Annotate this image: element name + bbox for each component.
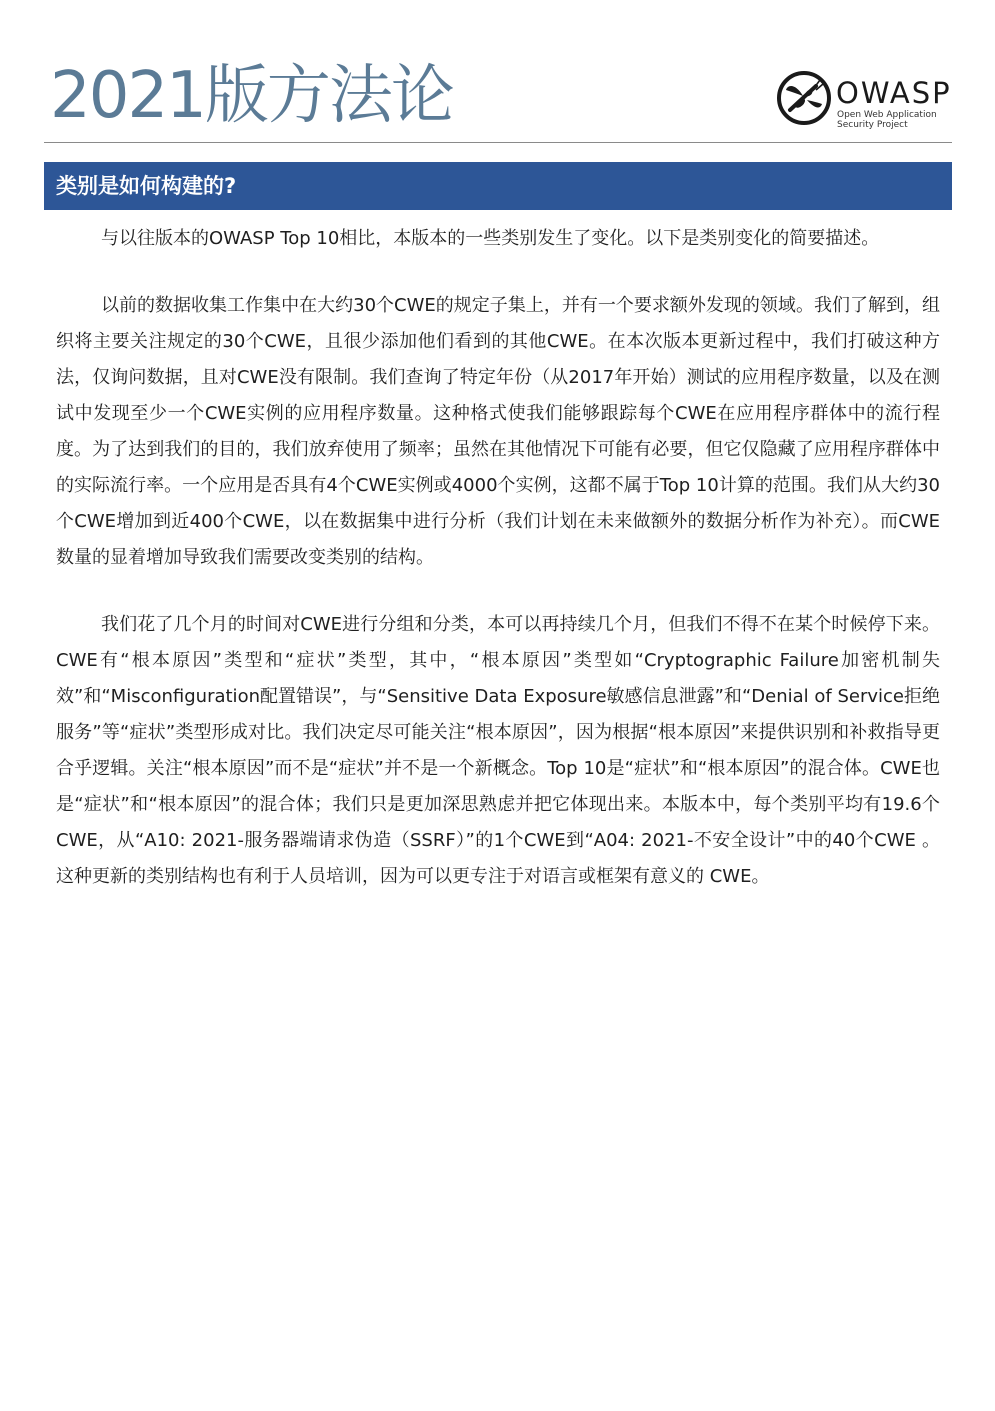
wasp-icon (776, 70, 832, 126)
section-body (56, 221, 940, 926)
owasp-logo (776, 70, 956, 132)
paragraph-data-collection: 以前的数据收集工作集中在大约30个CWE的规定子集上，并有一个要求额外发现的领域。我们了解到，组织将主要关注规定的30个CWE，且很少添加他们看到的其他CWE。在本次版本更新过程中，我们打破这种方法，仅询问数据，且对CWE没有限制。我们查询了特定年份（从2017年开始）测试的应用程序数量，以及在测试中发现至少一个CWE实例的应用程序数量。这种格式使我们能够跟踪每个CWE在应用程序群体中的流行程度。为了达到我们的目的，我们放弃使用了频率；虽然在其他情况下可能有必要，但它仅隐藏了应用程序群体中的实际流行率。一个应用是否具有4个CWE实例或4000个实例，这都不属于Top 10计算的范围。我们从大约30个CWE增加到近400个CWE，以在数据集中进行分析（我们计划在未来做额外的数据分析作为补充）。而CWE数量的显着增加导致我们需要改变类别的结构。 (56, 295, 940, 568)
section-heading: 类别是如何构建的? (56, 174, 237, 198)
page-title: 2021版方法论 (50, 59, 453, 133)
title-divider (44, 142, 952, 143)
section-header-bar (44, 162, 952, 210)
paragraph-categorization: 我们花了几个月的时间对CWE进行分组和分类，本可以再持续几个月，但我们不得不在某个时候停下来。CWE有“根本原因”类型和“症状”类型，其中，“根本原因”类型如“Cryptographic Failure加密机制失效”和“Misconfiguration配置错误”，与“Sensitive Data Exposure敏感信息泄露”和“Denial of Service拒绝服务”等“症状”类型形成对比。我们决定尽可能关注“根本原因”，因为根据“根本原因”来提供识别和补救指导更合乎逻辑。关注“根本原因”而不是“症状”并不是一个新概念。Top 10是“症状”和“根本原因”的混合体。CWE也是“症状”和“根本原因”的混合体；我们只是更加深思熟虑并把它体现出来。本版本中，每个类别平均有19.6个CWE，从“A10: 2021-服务器端请求伪造（SSRF）”的1个CWE到“A04: 2021-不安全设计”中的40个CWE 。这种更新的类别结构也有利于人员培训，因为可以更专注于对语言或框架有意义的 CWE。 (56, 614, 940, 887)
logo-tagline: Open Web Application Security Project (837, 110, 937, 130)
paragraph-intro: 与以往版本的OWASP Top 10相比，本版本的一些类别发生了变化。以下是类别变化的简要描述。 (101, 228, 880, 249)
logo-name: OWASP (836, 76, 952, 110)
